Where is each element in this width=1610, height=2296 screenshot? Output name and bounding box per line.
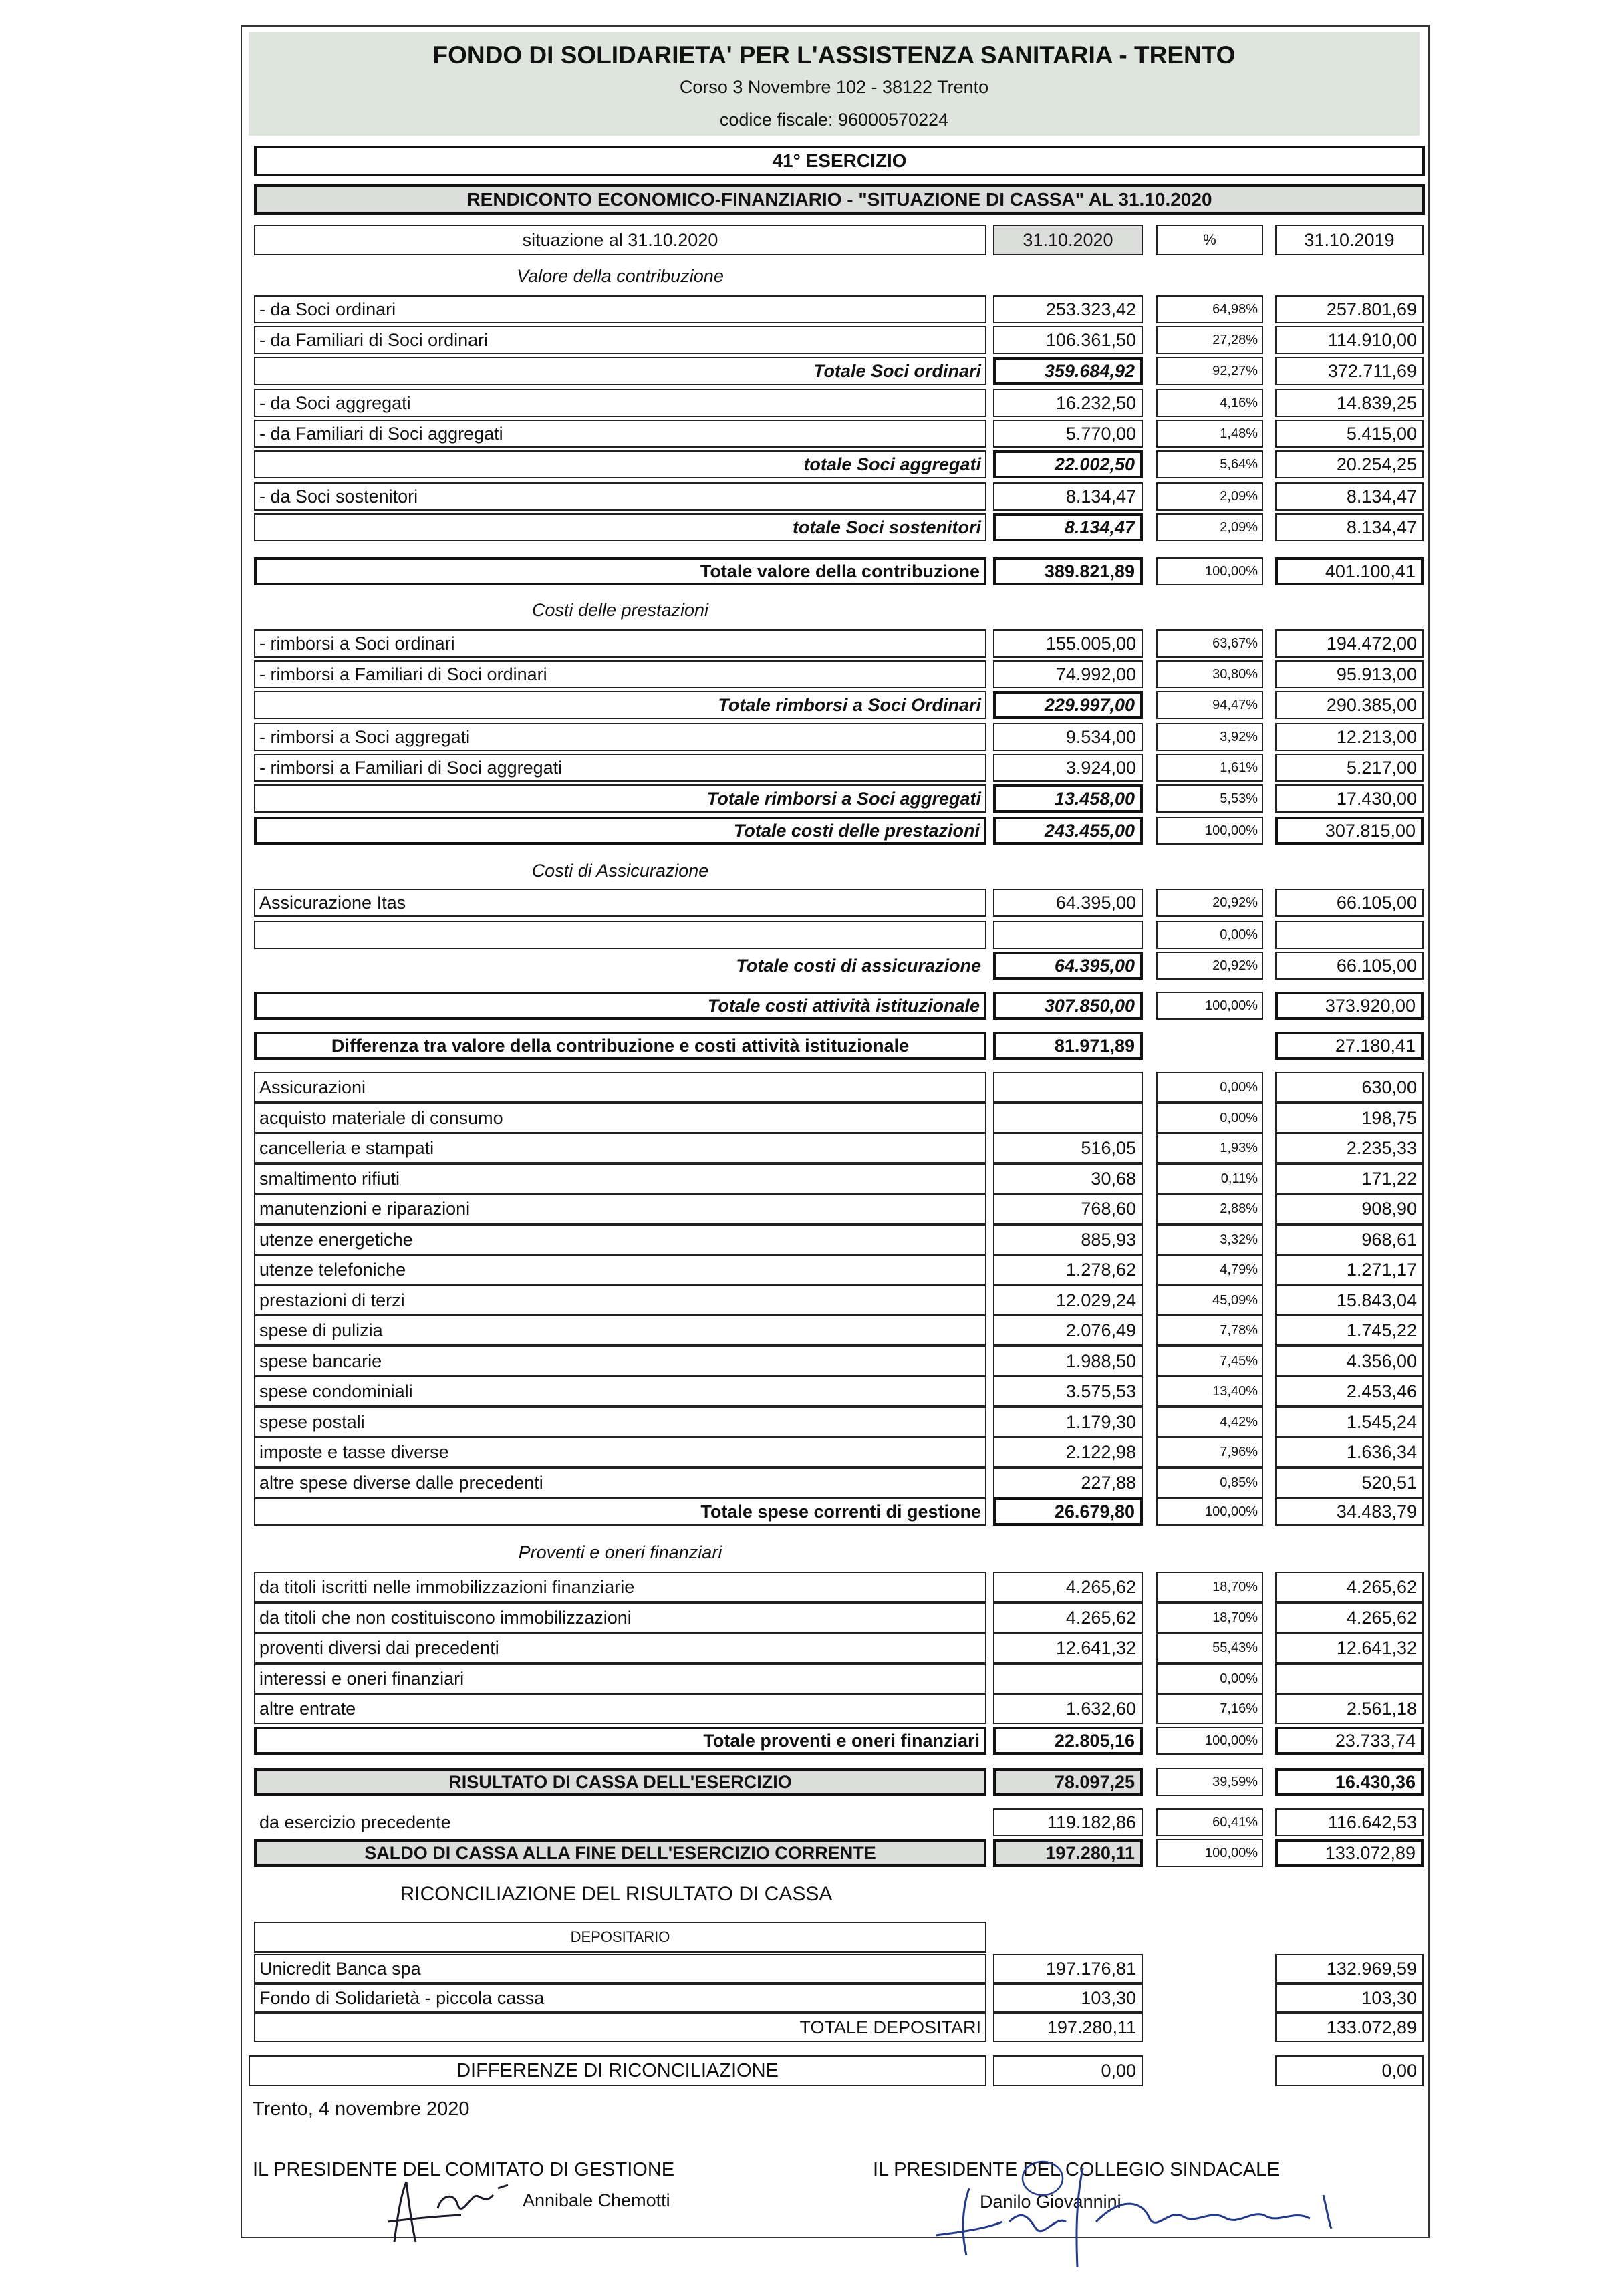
operating-row-percent: 3,32% <box>1156 1224 1263 1255</box>
contribution-row-current: 8.134,47 <box>993 482 1143 511</box>
contribution-row-current: 359.684,92 <box>993 357 1143 385</box>
services-row-label: - rimborsi a Familiari di Soci aggregati <box>254 754 986 782</box>
operating-row-percent: 1,93% <box>1156 1133 1263 1163</box>
financial-row-current: 4.265,62 <box>993 1572 1143 1602</box>
insurance-row-percent: 20,92% <box>1156 889 1263 917</box>
cash-balance-percent: 100,00% <box>1156 1839 1263 1867</box>
contribution-row-percent: 4,16% <box>1156 389 1263 417</box>
services-total-percent: 100,00% <box>1156 817 1263 845</box>
services-row-label: - rimborsi a Soci aggregati <box>254 723 986 751</box>
president-board-name: Danilo Giovannini <box>980 2192 1121 2212</box>
contribution-row-label: totale Soci sostenitori <box>254 513 986 541</box>
insurance-total-current: 64.395,00 <box>993 952 1143 980</box>
previous-year-current: 119.182,86 <box>993 1808 1143 1836</box>
services-row-label: Totale rimborsi a Soci Ordinari <box>254 691 986 719</box>
financial-row-current <box>993 1663 1143 1694</box>
contribution-row-percent: 92,27% <box>1156 357 1263 385</box>
contribution-row-current: 16.232,50 <box>993 389 1143 417</box>
contribution-row-percent: 27,28% <box>1156 326 1263 354</box>
contribution-row-current: 253.323,42 <box>993 295 1143 323</box>
operating-row-previous: 520,51 <box>1275 1467 1424 1498</box>
depositaries-total-label: TOTALE DEPOSITARI <box>254 2013 986 2042</box>
services-row-current: 229.997,00 <box>993 691 1143 719</box>
operating-row-label: acquisto materiale di consumo <box>254 1103 986 1133</box>
operating-row-current: 768,60 <box>993 1193 1143 1224</box>
document-title: FONDO DI SOLIDARIETA' PER L'ASSISTENZA SANITARIA - TRENTO <box>432 41 1236 69</box>
operating-total-previous: 34.483,79 <box>1275 1497 1424 1526</box>
contribution-row-previous: 8.134,47 <box>1275 513 1424 541</box>
financial-row-label: interessi e oneri finanziari <box>254 1663 986 1694</box>
operating-row-percent: 4,79% <box>1156 1254 1263 1285</box>
institutional-total-previous: 373.920,00 <box>1275 992 1424 1020</box>
contribution-row-label: totale Soci aggregati <box>254 450 986 478</box>
operating-row-previous: 2.453,46 <box>1275 1376 1424 1407</box>
contribution-row-previous: 20.254,25 <box>1275 450 1424 478</box>
contribution-total-previous: 401.100,41 <box>1275 557 1424 585</box>
contribution-row-label: - da Soci sostenitori <box>254 482 986 511</box>
contribution-row-current: 22.002,50 <box>993 450 1143 478</box>
depositary-row-label: Unicredit Banca spa <box>254 1954 986 1983</box>
operating-row-label: altre spese diverse dalle precedenti <box>254 1467 986 1498</box>
operating-row-previous: 198,75 <box>1275 1103 1424 1133</box>
reconciliation-differences-current: 0,00 <box>993 2055 1143 2086</box>
contribution-row-previous: 5.415,00 <box>1275 420 1424 448</box>
president-board-title: IL PRESIDENTE DEL COLLEGIO SINDACALE <box>873 2159 1280 2180</box>
insurance-total-previous: 66.105,00 <box>1275 952 1424 980</box>
operating-row-previous: 1.636,34 <box>1275 1437 1424 1467</box>
operating-row-current: 885,93 <box>993 1224 1143 1255</box>
cash-balance-label: SALDO DI CASSA ALLA FINE DELL'ESERCIZIO CORRENTE <box>254 1839 986 1867</box>
operating-row-previous: 2.235,33 <box>1275 1133 1424 1163</box>
operating-row-label: utenze telefoniche <box>254 1254 986 1285</box>
difference-row-previous: 27.180,41 <box>1275 1032 1424 1060</box>
operating-row-percent: 7,45% <box>1156 1346 1263 1377</box>
section-contribution: Valore della contribuzione <box>517 266 724 286</box>
contribution-row-current: 5.770,00 <box>993 420 1143 448</box>
services-row-current: 3.924,00 <box>993 754 1143 782</box>
exercise-banner: 41° ESERCIZIO <box>254 146 1425 176</box>
services-row-current: 74.992,00 <box>993 660 1143 688</box>
cash-result-previous: 16.430,36 <box>1275 1768 1424 1796</box>
contribution-row-percent: 2,09% <box>1156 513 1263 541</box>
financial-row-previous: 12.641,32 <box>1275 1632 1424 1663</box>
insurance-row-previous <box>1275 921 1424 949</box>
place-date: Trento, 4 novembre 2020 <box>253 2098 470 2120</box>
report-title: RENDICONTO ECONOMICO-FINANZIARIO - "SITUAZIONE DI CASSA" AL 31.10.2020 <box>254 184 1425 215</box>
services-row-label: Totale rimborsi a Soci aggregati <box>254 784 986 813</box>
insurance-row-label: Assicurazione Itas <box>254 889 986 917</box>
operating-row-current <box>993 1103 1143 1133</box>
services-row-percent: 63,67% <box>1156 629 1263 658</box>
reconciliation-title: RICONCILIAZIONE DEL RISULTATO DI CASSA <box>400 1883 833 1905</box>
depositary-row-previous: 103,30 <box>1275 1983 1424 2013</box>
cash-balance-previous: 133.072,89 <box>1275 1839 1424 1867</box>
contribution-row-label: Totale Soci ordinari <box>254 357 986 385</box>
financial-row-percent: 18,70% <box>1156 1572 1263 1602</box>
financial-row-current: 4.265,62 <box>993 1602 1143 1633</box>
operating-row-previous: 908,90 <box>1275 1193 1424 1224</box>
financial-row-current: 12.641,32 <box>993 1632 1143 1663</box>
services-total-label: Totale costi delle prestazioni <box>254 817 986 845</box>
contribution-row-percent: 64,98% <box>1156 295 1263 323</box>
operating-row-current: 3.575,53 <box>993 1376 1143 1407</box>
financial-row-label: da titoli iscritti nelle immobilizzazioni finanziarie <box>254 1572 986 1602</box>
difference-row-current: 81.971,89 <box>993 1032 1143 1060</box>
operating-row-percent: 0,00% <box>1156 1103 1263 1133</box>
operating-total-percent: 100,00% <box>1156 1497 1263 1526</box>
financial-total-current: 22.805,16 <box>993 1727 1143 1755</box>
depositary-header: DEPOSITARIO <box>254 1922 986 1953</box>
financial-row-percent: 0,00% <box>1156 1663 1263 1694</box>
operating-row-percent: 13,40% <box>1156 1376 1263 1407</box>
operating-row-current: 2.076,49 <box>993 1315 1143 1346</box>
reconciliation-differences-label: DIFFERENZE DI RICONCILIAZIONE <box>249 2055 986 2086</box>
operating-row-previous: 171,22 <box>1275 1163 1424 1194</box>
operating-row-percent: 4,42% <box>1156 1407 1263 1437</box>
president-committee-title: IL PRESIDENTE DEL COMITATO DI GESTIONE <box>253 2159 675 2180</box>
operating-row-label: spese condominiali <box>254 1376 986 1407</box>
financial-row-label: proventi diversi dai precedenti <box>254 1632 986 1663</box>
operating-row-previous: 1.745,22 <box>1275 1315 1424 1346</box>
services-row-previous: 95.913,00 <box>1275 660 1424 688</box>
services-row-percent: 94,47% <box>1156 691 1263 719</box>
operating-row-previous: 15.843,04 <box>1275 1285 1424 1316</box>
financial-row-percent: 18,70% <box>1156 1602 1263 1633</box>
operating-row-label: spese di pulizia <box>254 1315 986 1346</box>
contribution-row-previous: 257.801,69 <box>1275 295 1424 323</box>
insurance-row-current <box>993 921 1143 949</box>
operating-row-current: 12.029,24 <box>993 1285 1143 1316</box>
depositary-row-previous: 132.969,59 <box>1275 1954 1424 1983</box>
operating-row-current: 1.179,30 <box>993 1407 1143 1437</box>
services-row-current: 13.458,00 <box>993 784 1143 813</box>
contribution-row-label: - da Soci aggregati <box>254 389 986 417</box>
fiscal-code: codice fiscale: 96000570224 <box>719 110 949 130</box>
operating-row-previous: 630,00 <box>1275 1072 1424 1103</box>
financial-row-current: 1.632,60 <box>993 1693 1143 1724</box>
operating-row-percent: 7,78% <box>1156 1315 1263 1346</box>
section-insurance: Costi di Assicurazione <box>531 861 709 881</box>
contribution-total-current: 389.821,89 <box>993 557 1143 585</box>
operating-row-label: prestazioni di terzi <box>254 1285 986 1316</box>
services-row-percent: 3,92% <box>1156 723 1263 751</box>
services-row-current: 155.005,00 <box>993 629 1143 658</box>
contribution-row-percent: 2,09% <box>1156 482 1263 511</box>
operating-row-previous: 4.356,00 <box>1275 1346 1424 1377</box>
section-services: Costi delle prestazioni <box>531 600 709 620</box>
section-financial: Proventi e oneri finanziari <box>518 1542 722 1562</box>
contribution-row-previous: 8.134,47 <box>1275 482 1424 511</box>
contribution-row-previous: 14.839,25 <box>1275 389 1424 417</box>
insurance-total-label: Totale costi di assicurazione <box>736 955 981 976</box>
cash-result-current: 78.097,25 <box>993 1768 1143 1796</box>
operating-row-percent: 45,09% <box>1156 1285 1263 1316</box>
depositaries-total-current: 197.280,11 <box>993 2013 1143 2042</box>
board-signature <box>922 2155 1377 2269</box>
operating-row-label: Assicurazioni <box>254 1072 986 1103</box>
previous-year-header: 31.10.2019 <box>1275 225 1424 255</box>
insurance-row-label <box>254 921 986 949</box>
previous-year-percent: 60,41% <box>1156 1808 1263 1836</box>
operating-row-percent: 0,11% <box>1156 1163 1263 1194</box>
operating-row-label: spese bancarie <box>254 1346 986 1377</box>
operating-row-previous: 1.545,24 <box>1275 1407 1424 1437</box>
contribution-row-current: 106.361,50 <box>993 326 1143 354</box>
services-total-previous: 307.815,00 <box>1275 817 1424 845</box>
insurance-total-percent: 20,92% <box>1156 952 1263 980</box>
president-committee-name: Annibale Chemotti <box>523 2190 670 2210</box>
insurance-row-current: 64.395,00 <box>993 889 1143 917</box>
percent-header: % <box>1156 225 1263 255</box>
operating-row-previous: 1.271,17 <box>1275 1254 1424 1285</box>
financial-row-label: da titoli che non costituiscono immobilizzazioni <box>254 1602 986 1633</box>
operating-total-label: Totale spese correnti di gestione <box>254 1497 986 1526</box>
operating-row-percent: 2,88% <box>1156 1193 1263 1224</box>
operating-row-current <box>993 1072 1143 1103</box>
contribution-row-label: - da Soci ordinari <box>254 295 986 323</box>
operating-total-current: 26.679,80 <box>993 1497 1143 1526</box>
contribution-row-label: - da Familiari di Soci aggregati <box>254 420 986 448</box>
financial-row-previous: 4.265,62 <box>1275 1602 1424 1633</box>
depositary-row-current: 103,30 <box>993 1983 1143 2013</box>
financial-row-percent: 7,16% <box>1156 1693 1263 1724</box>
reconciliation-differences-previous: 0,00 <box>1275 2055 1424 2086</box>
operating-row-current: 1.278,62 <box>993 1254 1143 1285</box>
financial-row-previous: 2.561,18 <box>1275 1693 1424 1724</box>
services-row-previous: 194.472,00 <box>1275 629 1424 658</box>
services-row-previous: 5.217,00 <box>1275 754 1424 782</box>
previous-year-previous: 116.642,53 <box>1275 1808 1424 1836</box>
contribution-total-percent: 100,00% <box>1156 557 1263 585</box>
operating-row-current: 227,88 <box>993 1467 1143 1498</box>
previous-year-label: da esercizio precedente <box>259 1812 451 1832</box>
operating-row-label: manutenzioni e riparazioni <box>254 1193 986 1224</box>
financial-total-previous: 23.733,74 <box>1275 1727 1424 1755</box>
operating-row-percent: 7,96% <box>1156 1437 1263 1467</box>
financial-row-previous <box>1275 1663 1424 1694</box>
contribution-row-current: 8.134,47 <box>993 513 1143 541</box>
institutional-total-percent: 100,00% <box>1156 992 1263 1020</box>
depositary-row-current: 197.176,81 <box>993 1954 1143 1983</box>
difference-row-label: Differenza tra valore della contribuzione e costi attività istituzionale <box>254 1032 986 1060</box>
operating-row-current: 2.122,98 <box>993 1437 1143 1467</box>
operating-row-percent: 0,00% <box>1156 1072 1263 1103</box>
services-row-previous: 12.213,00 <box>1275 723 1424 751</box>
financial-row-percent: 55,43% <box>1156 1632 1263 1663</box>
insurance-row-percent: 0,00% <box>1156 921 1263 949</box>
operating-row-percent: 0,85% <box>1156 1467 1263 1498</box>
operating-row-current: 1.988,50 <box>993 1346 1143 1377</box>
services-row-previous: 290.385,00 <box>1275 691 1424 719</box>
contribution-row-previous: 114.910,00 <box>1275 326 1424 354</box>
operating-row-label: spese postali <box>254 1407 986 1437</box>
cash-balance-current: 197.280,11 <box>993 1839 1143 1867</box>
address: Corso 3 Novembre 102 - 38122 Trento <box>679 77 989 97</box>
cash-result-percent: 39,59% <box>1156 1768 1263 1796</box>
financial-total-percent: 100,00% <box>1156 1727 1263 1755</box>
institutional-total-current: 307.850,00 <box>993 992 1143 1020</box>
current-year-header: 31.10.2020 <box>993 225 1143 255</box>
depositaries-total-previous: 133.072,89 <box>1275 2013 1424 2042</box>
operating-row-current: 30,68 <box>993 1163 1143 1194</box>
contribution-total-label: Totale valore della contribuzione <box>254 557 986 585</box>
committee-signature <box>374 2168 575 2249</box>
operating-row-label: utenze energetiche <box>254 1224 986 1255</box>
services-row-label: - rimborsi a Soci ordinari <box>254 629 986 658</box>
services-row-percent: 30,80% <box>1156 660 1263 688</box>
financial-total-label: Totale proventi e oneri finanziari <box>254 1727 986 1755</box>
services-row-percent: 5,53% <box>1156 784 1263 813</box>
operating-row-label: imposte e tasse diverse <box>254 1437 986 1467</box>
contribution-row-label: - da Familiari di Soci ordinari <box>254 326 986 354</box>
services-row-percent: 1,61% <box>1156 754 1263 782</box>
contribution-row-percent: 5,64% <box>1156 450 1263 478</box>
financial-row-label: altre entrate <box>254 1693 986 1724</box>
operating-row-current: 516,05 <box>993 1133 1143 1163</box>
services-row-current: 9.534,00 <box>993 723 1143 751</box>
services-row-previous: 17.430,00 <box>1275 784 1424 813</box>
contribution-row-previous: 372.711,69 <box>1275 357 1424 385</box>
insurance-row-previous: 66.105,00 <box>1275 889 1424 917</box>
financial-row-previous: 4.265,62 <box>1275 1572 1424 1602</box>
institutional-total-label: Totale costi attività istituzionale <box>254 992 986 1020</box>
operating-row-previous: 968,61 <box>1275 1224 1424 1255</box>
operating-row-label: smaltimento rifiuti <box>254 1163 986 1194</box>
operating-row-label: cancelleria e stampati <box>254 1133 986 1163</box>
services-total-current: 243.455,00 <box>993 817 1143 845</box>
situation-header: situazione al 31.10.2020 <box>254 225 986 255</box>
services-row-label: - rimborsi a Familiari di Soci ordinari <box>254 660 986 688</box>
contribution-row-percent: 1,48% <box>1156 420 1263 448</box>
depositary-row-label: Fondo di Solidarietà - piccola cassa <box>254 1983 986 2013</box>
cash-result-label: RISULTATO DI CASSA DELL'ESERCIZIO <box>254 1768 986 1796</box>
